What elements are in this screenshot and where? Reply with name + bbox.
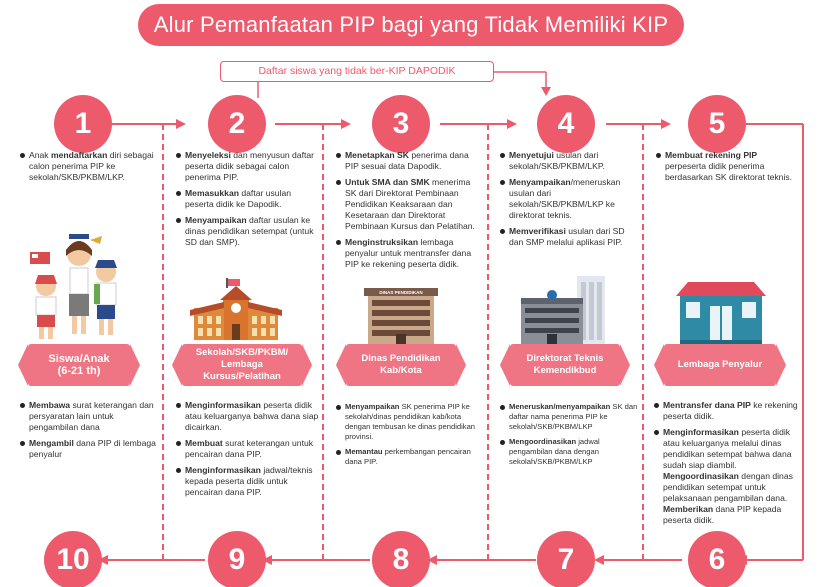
step-5-circle: 5 — [688, 95, 746, 153]
banner-lembaga-penyalur: Lembaga Penyalur — [664, 344, 776, 386]
step-5-text: Membuat rekening PIP perpeserta didik penerima berdasarkan SK direktorat teknis. — [656, 150, 796, 188]
step-6-text: Mentransfer dana PIP ke rekening peserta didik. Menginformasikan peserta didik atau keluarganya melalui dinas pendidikan setempat bahwa dana sudah siap diambil. Mengoordinasikan dengan dinas pendidikan setempat untuk pelaksanaan pengambilan dana. Memberikan dana PIP kepada peserta didik. — [654, 400, 798, 531]
directorate-building-illustration — [521, 268, 613, 346]
page-title: Alur Pemanfaatan PIP bagi yang Tidak Memiliki KIP — [138, 4, 684, 46]
step-1-circle: 1 — [54, 95, 112, 153]
step-9-text: Menginformasikan peserta didik atau keluarganya bahwa dana siap dicairkan. Membuat surat keterangan untuk pencairan dana PIP. Menginformasikan jadwal/teknis kepada peserta didik untuk pencairan dana PIP. — [176, 400, 319, 503]
step-8-text: Menyampaikan SK penerima PIP ke sekolah/dinas pendidikan kab/kota dengan tembusan ke dinas pendidikan provinsi. Memantau perkembangan pencairan dana PIP. — [336, 402, 482, 472]
column-divider — [487, 124, 489, 560]
step-6-circle: 6 — [688, 531, 746, 587]
bank-illustration — [676, 282, 766, 346]
step-10-text: Membawa surat keterangan dan persyaratan lain untuk pengambilan dana Mengambil dana PIP di lembaga penyalur — [20, 400, 158, 465]
step-10-circle: 10 — [44, 531, 102, 587]
column-divider — [642, 124, 644, 560]
column-divider — [322, 124, 324, 560]
step-1-text: Anak mendaftarkan diri sebagai calon penerima PIP ke sekolah/SKB/PKBM/LKP. — [20, 150, 155, 188]
students-illustration — [24, 226, 130, 344]
school-illustration — [190, 278, 282, 344]
step-4-text: Menyetujui usulan dari sekolah/SKB/PKBM/LKP. Menyampaikan/meneruskan usulan dari sekolah/SKB/PKBM/LKP ke direktorat teknis. Memverifikasi usulan dari SD dan SMP melalui aplikasi PIP. — [500, 150, 636, 253]
column-divider — [162, 124, 164, 560]
step-8-circle: 8 — [372, 531, 430, 587]
step-2-circle: 2 — [208, 95, 266, 153]
banner-direktorat: Direktorat Teknis Kemendikbud — [510, 344, 620, 386]
step-4-circle: 4 — [537, 95, 595, 153]
step-2-text: Menyeleksi dan menyusun daftar peserta didik sebagai calon penerima PIP. Memasukkan daftar usulan peserta didik ke Dapodik. Menyampaikan daftar usulan ke dinas pendidikan setempat (untuk SD dan SMP). — [176, 150, 319, 253]
banner-dinas: Dinas Pendidikan Kab/Kota — [346, 344, 456, 386]
step-3-circle: 3 — [372, 95, 430, 153]
step-9-circle: 9 — [208, 531, 266, 587]
step-7-circle: 7 — [537, 531, 595, 587]
step-7-text: Meneruskan/menyampaikan SK dan daftar nama penerima PIP ke sekolah/SKB/PKBM/LKP Mengoordinasikan jadwal pengambilan dana dengan sekolah/SKB/PKBM/LKP — [500, 402, 638, 472]
banner-siswa: Siswa/Anak (6-21 th) — [28, 344, 130, 386]
banner-sekolah: Sekolah/SKB/PKBM/ Lembaga Kursus/Pelatihan — [182, 344, 302, 386]
office-building-illustration — [362, 288, 440, 346]
building-sign: DINAS PENDIDIKAN — [379, 290, 423, 295]
dapodik-label: Daftar siswa yang tidak ber-KIP DAPODIK — [220, 61, 494, 82]
step-3-text: Menetapkan SK penerima dana PIP sesuai data Dapodik. Untuk SMA dan SMK menerima SK dari Direktorat Pembinaan Pendidikan Keaksaraan dan Kesetaraan dan Direktorat Pembinaan Kursus dan Pelatihan. Menginstruksikan lembaga penyalur untuk mentransfer dana PIP ke rekening peserta didik. — [336, 150, 482, 275]
